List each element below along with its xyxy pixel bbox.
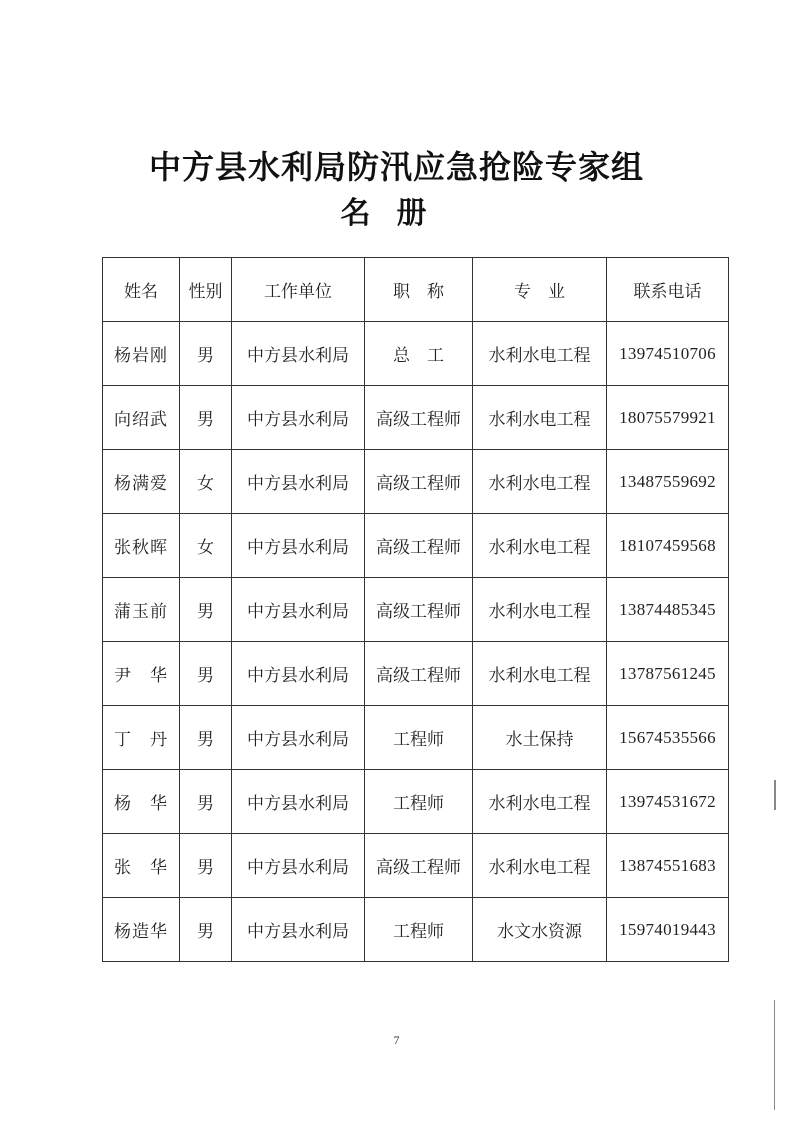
header-workplace: 工作单位 [232, 258, 365, 322]
cell-specialty: 水利水电工程 [473, 514, 607, 578]
cell-name: 杨 华 [103, 770, 180, 834]
cell-phone: 13974510706 [607, 322, 729, 386]
table-row [103, 706, 729, 770]
cell-gender: 男 [180, 578, 232, 642]
scan-edge-mark [774, 1000, 775, 1110]
cell-workplace: 中方县水利局 [232, 898, 365, 962]
cell-phone: 13487559692 [607, 450, 729, 514]
cell-specialty: 水利水电工程 [473, 450, 607, 514]
cell-title: 高级工程师 [365, 834, 473, 898]
table-row [103, 514, 729, 578]
cell-title: 高级工程师 [365, 450, 473, 514]
table-row [103, 450, 729, 514]
table-row [103, 578, 729, 642]
document-title: 中方县水利局防汛应急抢险专家组 [148, 148, 644, 186]
header-name: 姓名 [103, 258, 180, 322]
cell-gender: 男 [180, 706, 232, 770]
cell-title: 高级工程师 [365, 578, 473, 642]
table-row [103, 386, 729, 450]
scan-edge-mark [774, 780, 776, 810]
cell-name: 尹 华 [103, 642, 180, 706]
cell-gender: 女 [180, 450, 232, 514]
header-specialty: 专 业 [473, 258, 607, 322]
cell-gender: 男 [180, 322, 232, 386]
cell-phone: 18107459568 [607, 514, 729, 578]
cell-workplace: 中方县水利局 [232, 386, 365, 450]
cell-phone: 13874485345 [607, 578, 729, 642]
cell-phone: 18075579921 [607, 386, 729, 450]
table-row [103, 770, 729, 834]
cell-gender: 男 [180, 834, 232, 898]
cell-specialty: 水土保持 [473, 706, 607, 770]
header-gender: 性别 [180, 258, 232, 322]
table-row [103, 322, 729, 386]
cell-phone: 13787561245 [607, 642, 729, 706]
cell-name: 张秋晖 [103, 514, 180, 578]
table-header-row [103, 258, 729, 322]
cell-name: 张 华 [103, 834, 180, 898]
cell-phone: 13974531672 [607, 770, 729, 834]
cell-specialty: 水利水电工程 [473, 386, 607, 450]
cell-workplace: 中方县水利局 [232, 450, 365, 514]
cell-name: 杨满爱 [103, 450, 180, 514]
cell-specialty: 水利水电工程 [473, 770, 607, 834]
cell-name: 丁 丹 [103, 706, 180, 770]
cell-workplace: 中方县水利局 [232, 834, 365, 898]
table-row [103, 898, 729, 962]
cell-name: 蒲玉前 [103, 578, 180, 642]
cell-name: 杨岩刚 [103, 322, 180, 386]
cell-workplace: 中方县水利局 [232, 642, 365, 706]
cell-specialty: 水利水电工程 [473, 322, 607, 386]
cell-gender: 男 [180, 642, 232, 706]
cell-gender: 男 [180, 386, 232, 450]
expert-roster-table [102, 257, 729, 962]
cell-name: 杨造华 [103, 898, 180, 962]
cell-title: 工程师 [365, 898, 473, 962]
cell-title: 高级工程师 [365, 642, 473, 706]
cell-title: 总 工 [365, 322, 473, 386]
header-title: 职 称 [365, 258, 473, 322]
cell-specialty: 水利水电工程 [473, 834, 607, 898]
cell-gender: 男 [180, 770, 232, 834]
cell-specialty: 水文水资源 [473, 898, 607, 962]
cell-phone: 13874551683 [607, 834, 729, 898]
cell-specialty: 水利水电工程 [473, 578, 607, 642]
cell-name: 向绍武 [103, 386, 180, 450]
table-row [103, 834, 729, 898]
cell-title: 工程师 [365, 706, 473, 770]
cell-gender: 男 [180, 898, 232, 962]
header-phone: 联系电话 [607, 258, 729, 322]
cell-workplace: 中方县水利局 [232, 770, 365, 834]
cell-title: 高级工程师 [365, 514, 473, 578]
document-subtitle: 名册 [340, 196, 453, 231]
table-row [103, 642, 729, 706]
cell-gender: 女 [180, 514, 232, 578]
cell-workplace: 中方县水利局 [232, 706, 365, 770]
cell-phone: 15674535566 [607, 706, 729, 770]
cell-specialty: 水利水电工程 [473, 642, 607, 706]
page-number: 7 [393, 1033, 400, 1047]
cell-title: 工程师 [365, 770, 473, 834]
cell-workplace: 中方县水利局 [232, 322, 365, 386]
cell-workplace: 中方县水利局 [232, 514, 365, 578]
cell-phone: 15974019443 [607, 898, 729, 962]
cell-workplace: 中方县水利局 [232, 578, 365, 642]
cell-title: 高级工程师 [365, 386, 473, 450]
